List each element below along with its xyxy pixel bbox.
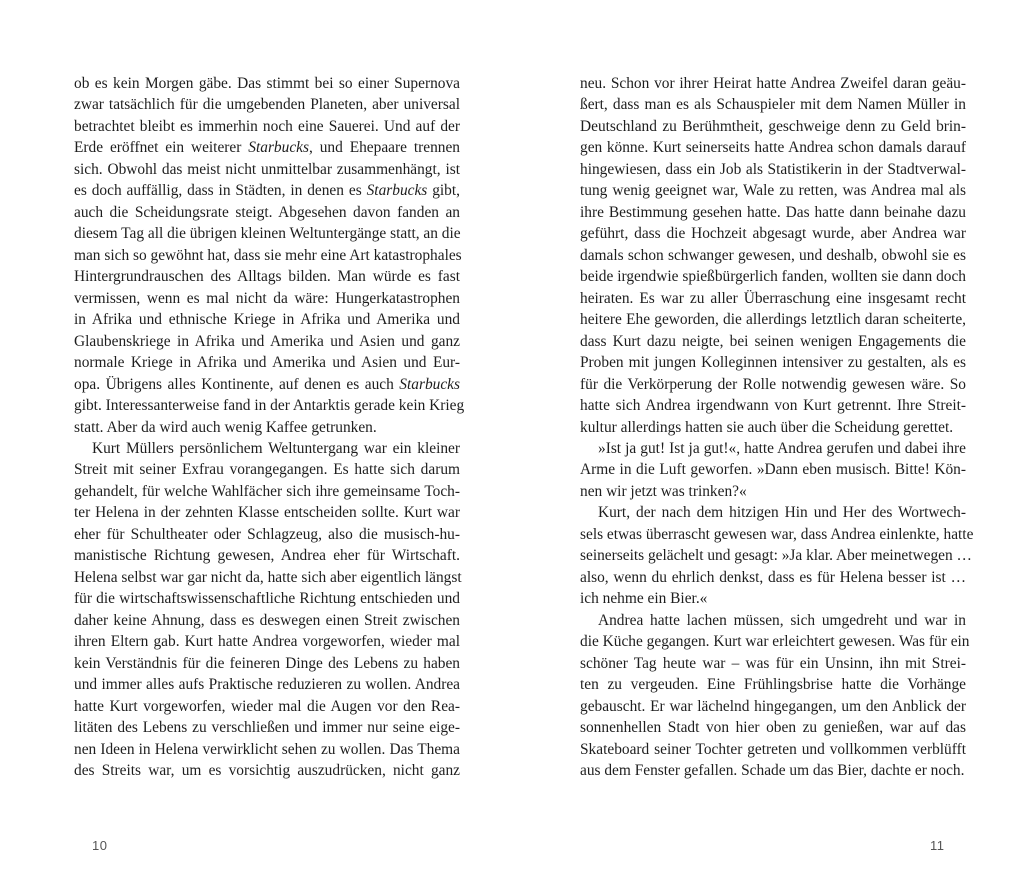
text-line: und immer alles aufs Praktische reduzieren zu wollen. Andrea (74, 676, 460, 694)
text-line: seinerseits gelächelt und gesagt: »Ja klar. Aber meinetwegen … (580, 547, 972, 565)
text-line: also, wenn du ehrlich denkst, dass es für Helena besser ist … (580, 568, 966, 586)
text-line: vermissen, wenn es mal nicht da wäre: Hungerkatastrophen (74, 289, 460, 307)
text-line: heitere Ehe geworden, die allerdings letztlich daran scheiterte, (580, 311, 966, 329)
text-line: diesem Tag all die übrigen kleinen Weltuntergänge statt, an die (74, 225, 461, 243)
text-line: normale Kriege in Afrika und Amerika und Asien und Eur- (74, 354, 460, 372)
text-line: sich. Obwohl das meist nicht unmittelbar zusammenhängt, ist (74, 160, 460, 178)
text-line: Andrea hatte lachen müssen, sich umgedreht und war in (598, 611, 966, 629)
text-line: für die wirtschaftswissenschaftliche Richtung entschieden und (74, 590, 460, 608)
text-line: opa. Übrigens alles Kontinente, auf denen es auch Starbucks (74, 375, 460, 393)
page-number: 10 (92, 838, 108, 853)
text-line: aus dem Fenster gefallen. Schade um das Bier, dachte er noch. (580, 762, 965, 779)
text-line: betrachtet bleibt es immerhin noch eine Sauerei. Und auf der (74, 117, 460, 135)
text-line: Arme in die Luft geworfen. »Dann eben musisch. Bitte! Kön- (580, 461, 966, 479)
text-line: ob es kein Morgen gäbe. Das stimmt bei so einer Supernova (74, 75, 460, 92)
text-line: Kurt Müllers persönlichem Weltuntergang war ein kleiner (92, 439, 460, 457)
text-line: eher für Schultheater oder Schlagzeug, also die musisch-hu- (74, 525, 460, 543)
text-line: gehandelt, für welche Wahlfächer sich ihre gemeinsame Toch- (74, 482, 460, 500)
right-page (518, 0, 1036, 890)
text-line: schöner Tag heute war – was für ein Unsinn, ihn mit Strei- (580, 654, 966, 672)
text-line: ihren Eltern gab. Kurt hatte Andrea vorgeworfen, wieder mal (74, 633, 460, 651)
text-line: ich nehme ein Bier.« (580, 590, 708, 608)
text-line: nen Ideen in Helena verwirklicht sehen zu wollen. Das Thema (74, 740, 460, 758)
text-line: sels etwas überrascht gewesen war, dass Andrea einlenkte, hatte (580, 525, 974, 543)
text-line: ten zu vergeuden. Eine Frühlingsbrise hatte die Vorhänge (580, 676, 966, 694)
text-line: Skateboard seiner Tochter getreten und vollkommen verblüfft (580, 740, 966, 758)
page-number: 11 (930, 838, 945, 853)
text-line: heiraten. Es war zu aller Überraschung eine insgesamt recht (580, 289, 966, 307)
text-line: ter Helena in der zehnten Klasse entscheiden sollte. Kurt war (74, 504, 460, 522)
text-line: es doch auffällig, dass in Städten, in denen es Starbucks gibt, (74, 182, 460, 200)
text-line: auch die Scheidungsrate steigt. Abgesehen davon fanden an (74, 203, 460, 221)
text-line: gibt. Interessanterweise fand in der Antarktis gerade kein Krieg (74, 397, 465, 415)
text-line: daher keine Ahnung, dass es deswegen einen Streit zwischen (74, 611, 460, 629)
text-line: gen könne. Kurt seinerseits hatte Andrea schon damals darauf (580, 139, 966, 157)
text-line: Helena selbst war gar nicht da, hatte sich aber eigentlich längst (74, 568, 462, 586)
text-line: manistische Richtung gewesen, Andrea eher für Wirtschaft. (74, 547, 460, 565)
text-line: statt. Aber da wird auch wenig Kaffee getrunken. (74, 418, 377, 436)
text-line: Hintergrundrauschen des Alltags bilden. Man würde es fast (74, 268, 460, 286)
text-line: hatte Kurt vorgeworfen, wieder mal die Augen vor den Rea- (74, 697, 460, 715)
text-line: beide irgendwie spießbürgerlich fanden, wollten sie dann doch (580, 268, 966, 286)
text-line: Erde eröffnet ein weiterer Starbucks, und Ehepaare trennen (74, 139, 460, 157)
text-line: die Küche gegangen. Kurt war erleichtert gewesen. Was für ein (580, 633, 970, 651)
text-line: kultur allerdings hatten sie auch über die Scheidung gerettet. (580, 418, 954, 436)
text-line: ßert, dass man es als Schauspieler mit dem Namen Müller in (580, 96, 966, 114)
text-line: hingewiesen, dass ein Job als Statistikerin in der Stadtverwal- (580, 160, 966, 178)
text-line: gebauscht. Er war lächelnd hingegangen, um den Anblick der (580, 697, 966, 715)
text-line: nen wir jetzt was trinken?« (580, 482, 747, 500)
text-line: geführt, dass die Hochzeit abgesagt wurde, aber Andrea war (580, 225, 966, 243)
text-line: ihre Bestimmung gesehen hatte. Das hatte dann beinahe dazu (580, 203, 966, 221)
left-page-text (74, 73, 465, 781)
text-line: in Afrika und ethnische Kriege in Afrika und Amerika und (74, 311, 460, 329)
text-line: tung wenig geeignet war, Wale zu retten, was Andrea mal als (580, 182, 966, 200)
text-line: litäten des Lebens zu verschließen und immer nur seine eige- (74, 719, 460, 737)
text-line: des Streits war, um es vorsichtig auszudrücken, nicht ganz (74, 762, 460, 779)
text-line: Kurt, der nach dem hitzigen Hin und Her des Wortwech- (598, 504, 966, 522)
text-line: neu. Schon vor ihrer Heirat hatte Andrea Zweifel daran geäu- (580, 75, 966, 92)
right-page-text (580, 73, 974, 781)
text-line: Proben mit jungen Kolleginnen intensiver zu gestalten, als es (580, 354, 966, 372)
text-line: sonnenhellen Stadt von hier oben zu genießen, war auf das (580, 719, 966, 737)
text-line: Glaubenskriege in Afrika und Amerika und Asien und ganz (74, 332, 460, 350)
text-line: damals schon schwanger gewesen, und deshalb, obwohl sie es (580, 246, 966, 264)
text-line: Streit mit seiner Exfrau vorangegangen. Es hatte sich darum (74, 461, 460, 479)
text-line: dass Kurt dazu neigte, bei seinen wenigen Engagements die (580, 332, 966, 350)
text-line: man sich so gewöhnt hat, dass sie mehr eine Art katastrophales (74, 246, 462, 264)
text-line: kein Verständnis für die feineren Dinge des Lebens zu haben (74, 654, 460, 672)
text-line: zwar tatsächlich für die umgebenden Planeten, aber universal (74, 96, 460, 114)
text-line: »Ist ja gut! Ist ja gut!«, hatte Andrea gerufen und dabei ihre (598, 439, 966, 457)
text-line: für die Verkörperung der Rolle notwendig gewesen wäre. So (580, 375, 966, 393)
text-line: Deutschland zu Berühmtheit, geschweige denn zu Geld brin- (580, 117, 966, 135)
text-line: hatte sich Andrea irgendwann von Kurt getrennt. Ihre Streit- (580, 397, 966, 415)
